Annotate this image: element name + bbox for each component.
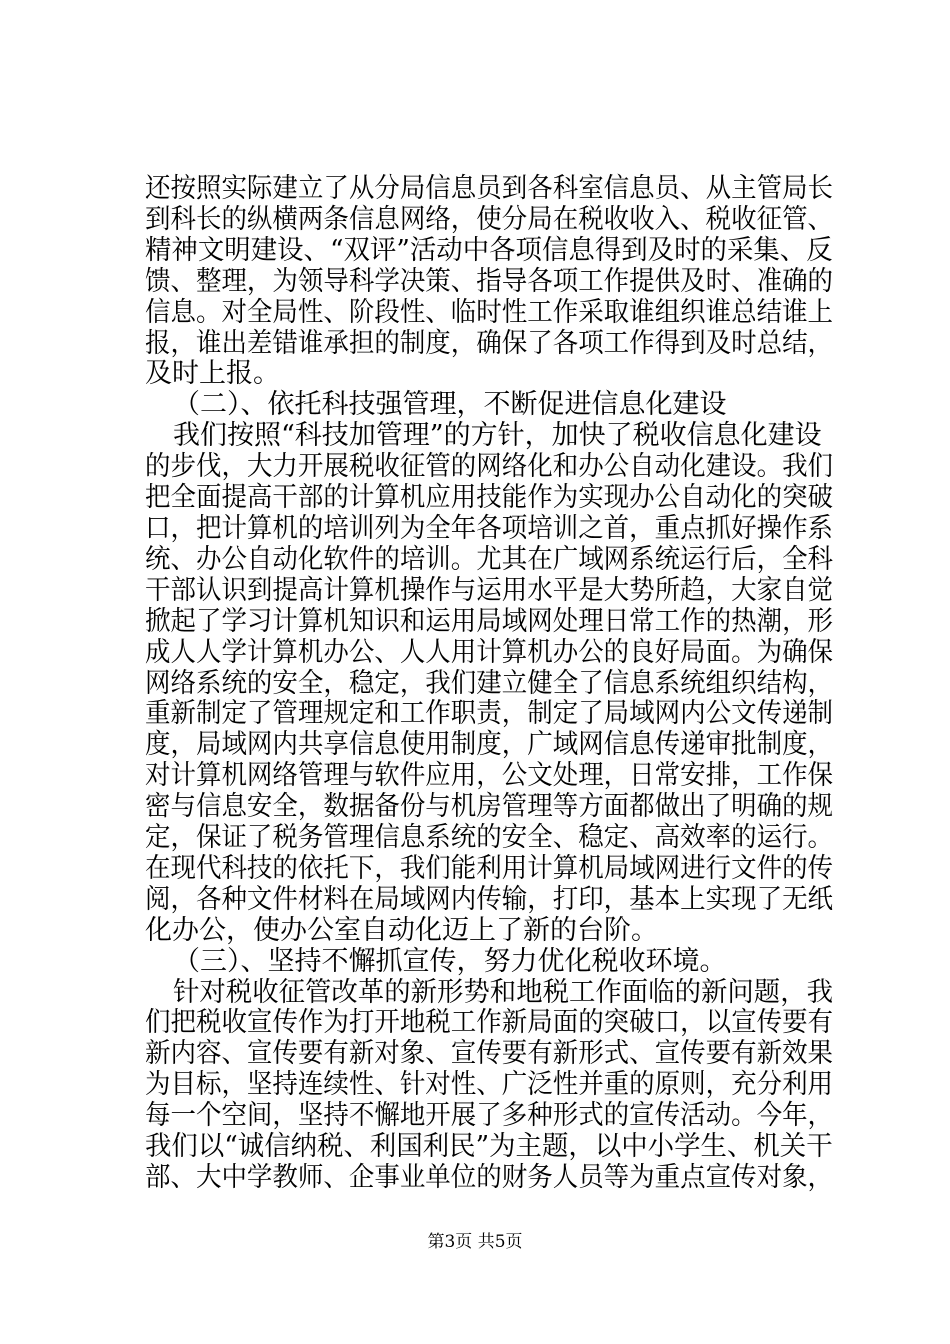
text-line: 把全面提高干部的计算机应用技能作为实现办公自动化的突破	[145, 482, 834, 513]
text-line: 重新制定了管理规定和工作职责，制定了局域网内公文传递制	[145, 698, 834, 729]
text-line: 我们以“诚信纳税、利国利民”为主题，以中小学生、机关干	[145, 1131, 833, 1162]
text-line: 统、办公自动化软件的培训。尤其在广域网系统运行后，全科	[145, 544, 834, 575]
text-line: 的步伐，大力开展税收征管的网络化和办公自动化建设。我们	[145, 451, 834, 482]
text-line: 每一个空间，坚持不懈地开展了多种形式的宣传活动。今年，	[145, 1100, 834, 1131]
text-line: 还按照实际建立了从分局信息员到各科室信息员、从主管局长	[145, 173, 834, 204]
text-line: 部、大中学教师、企事业单位的财务人员等为重点宣传对象，	[145, 1162, 834, 1193]
section-heading: （三）、坚持不懈抓宣传，努力优化税收环境。	[173, 946, 727, 977]
text-line: 成人人学计算机办公、人人用计算机办公的良好局面。为确保	[145, 637, 834, 668]
page-number-footer: 第3页 共5页	[427, 1232, 523, 1252]
text-line: 到科长的纵横两条信息网络，使分局在税收收入、税收征管、	[145, 204, 834, 235]
paragraph-first-line: 我们按照“科技加管理”的方针，加快了税收信息化建设	[173, 420, 822, 451]
text-line: 阅，各种文件材料在局域网内传输，打印，基本上实现了无纸	[145, 884, 834, 915]
paragraph-first-line: 针对税收征管改革的新形势和地税工作面临的新问题，我	[173, 977, 834, 1008]
text-line: 化办公，使办公室自动化迈上了新的台阶。	[145, 915, 658, 946]
text-line: 们把税收宣传作为打开地税工作新局面的突破口，以宣传要有	[145, 1007, 834, 1038]
text-line: 掀起了学习计算机知识和运用局域网处理日常工作的热潮，形	[145, 606, 834, 637]
text-line: 在现代科技的依托下，我们能利用计算机局域网进行文件的传	[145, 853, 834, 884]
text-line: 定，保证了税务管理信息系统的安全、稳定、高效率的运行。	[145, 822, 834, 853]
text-line: 对计算机网络管理与软件应用，公文处理，日常安排，工作保	[145, 760, 834, 791]
text-line: 馈、整理，为领导科学决策、指导各项工作提供及时、准确的	[145, 266, 834, 297]
text-line: 及时上报。	[145, 358, 280, 389]
text-line: 度，局域网内共享信息使用制度，广域网信息传递审批制度，	[145, 729, 834, 760]
text-line: 为目标，坚持连续性、针对性、广泛性并重的原则，充分利用	[145, 1069, 834, 1100]
text-line: 口，把计算机的培训列为全年各项培训之首，重点抓好操作系	[145, 513, 834, 544]
text-line: 报，谁出差错谁承担的制度，确保了各项工作得到及时总结，	[145, 328, 834, 359]
section-heading: （二）、依托科技强管理，不断促进信息化建设	[173, 389, 727, 420]
text-line: 信息。对全局性、阶段性、临时性工作采取谁组织谁总结谁上	[145, 297, 834, 328]
text-line: 网络系统的安全，稳定，我们建立健全了信息系统组织结构，	[145, 668, 834, 699]
text-line: 密与信息安全，数据备份与机房管理等方面都做出了明确的规	[145, 791, 834, 822]
text-line: 新内容、宣传要有新对象、宣传要有新形式、宣传要有新效果	[145, 1038, 834, 1069]
text-line: 干部认识到提高计算机操作与运用水平是大势所趋，大家自觉	[145, 575, 834, 606]
text-line: 精神文明建设、“双评”活动中各项信息得到及时的采集、反	[145, 235, 833, 266]
